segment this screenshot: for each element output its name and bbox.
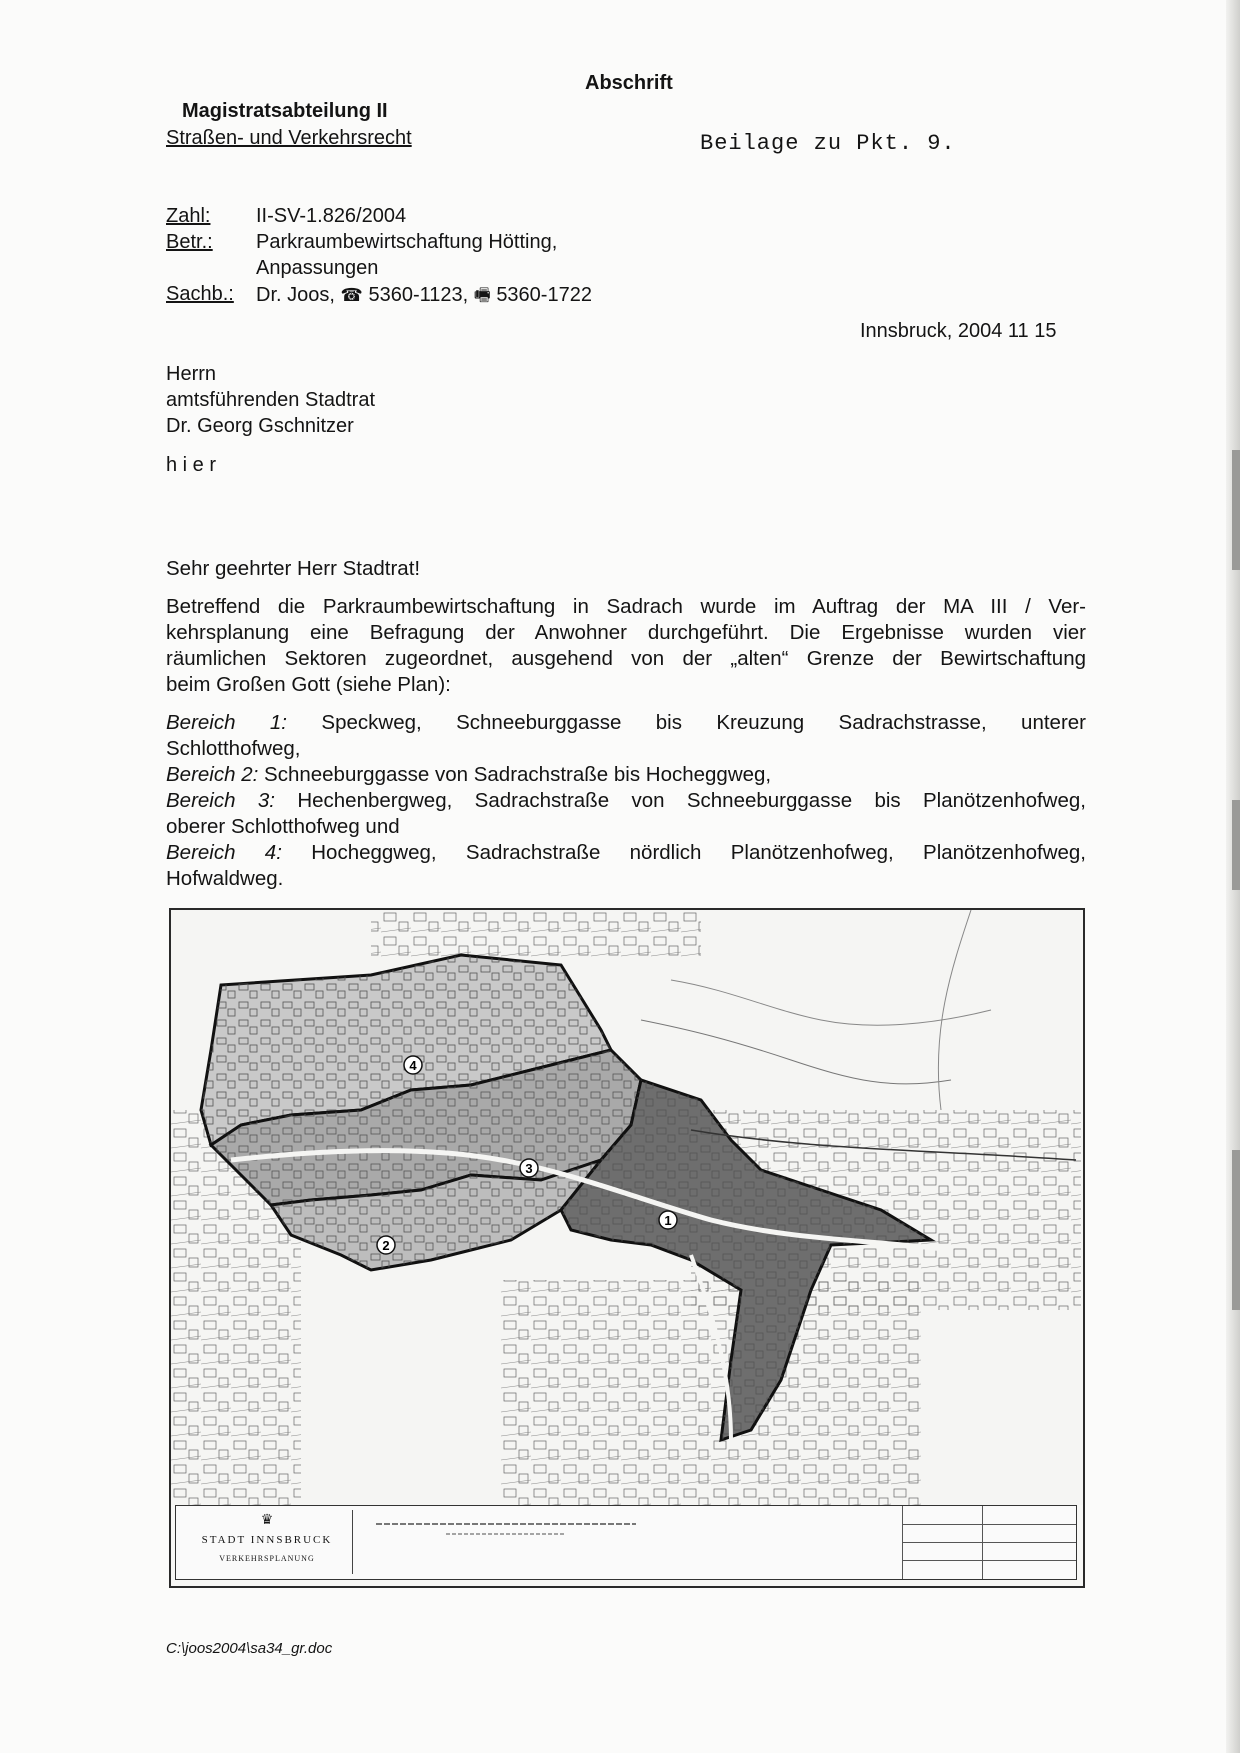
- document-title: Abschrift: [585, 72, 673, 94]
- scan-band: [1232, 1150, 1240, 1310]
- legend-small-print: [356, 1514, 656, 1554]
- bereich-1-label: Bereich 1:: [166, 711, 288, 734]
- subdepartment-name: Straßen- und Verkehrsrecht: [166, 127, 412, 149]
- bereich-4: [166, 840, 1086, 866]
- telephone-icon: ☎: [340, 285, 363, 305]
- bereich-1-text: Speckweg, Schneeburggasse bis Kreuzung Sadrachstrasse, unterer: [321, 711, 1086, 734]
- zone-4-label: 4: [409, 1058, 417, 1073]
- enclosure-annotation: Beilage zu Pkt. 9.: [700, 131, 956, 156]
- city-crest-icon: ♛: [260, 1513, 274, 1528]
- file-path: C:\joos2004\sa34_gr.doc: [166, 1640, 333, 1657]
- scan-band: [1232, 800, 1240, 890]
- betr-value-line2: Anpassungen: [256, 257, 379, 279]
- bereich-list: [166, 710, 1086, 892]
- scan-band: [1232, 450, 1240, 570]
- bereich-3-label: Bereich 3:: [166, 789, 275, 812]
- bereich-3-text: Hechenbergweg, Sadrachstraße von Schneeburggasse bis Planötzenhofweg,: [297, 789, 1086, 812]
- bereich-2: [166, 762, 1086, 788]
- salutation: Sehr geehrter Herr Stadtrat!: [166, 557, 421, 580]
- address-line-3: Dr. Georg Gschnitzer: [166, 415, 354, 437]
- date-line: Innsbruck, 2004 11 15: [860, 320, 1057, 342]
- betr-value-line1: Parkraumbewirtschaftung Hötting,: [256, 231, 558, 253]
- legend-table: [902, 1506, 1076, 1579]
- zone-map-drawing: [171, 910, 1083, 1505]
- zone-1-label: 1: [664, 1213, 672, 1228]
- zahl-value: II-SV-1.826/2004: [256, 205, 407, 227]
- address-line-4: h i e r: [166, 454, 217, 476]
- map-background-north: [371, 910, 701, 960]
- address-line-2: amtsführenden Stadtrat: [166, 389, 376, 411]
- map-legend: [175, 1505, 1077, 1580]
- sachb-name: Dr. Joos,: [256, 284, 335, 306]
- bereich-1: [166, 710, 1086, 736]
- bereich-4-label: Bereich 4:: [166, 841, 282, 864]
- bereich-1-continued: Schlotthofweg,: [166, 737, 301, 760]
- betr-label: Betr.:: [166, 231, 213, 253]
- zone-map: [169, 908, 1085, 1588]
- department-name: Magistratsabteilung II: [182, 100, 388, 122]
- sachb-label: Sachb.:: [166, 283, 234, 305]
- sachb-contact: [256, 283, 592, 313]
- zone-3-label: 3: [525, 1161, 533, 1176]
- legend-city: STADT INNSBRUCK: [201, 1534, 333, 1546]
- bereich-2-text: Schneeburggasse von Sadrachstraße bis Hocheggweg,: [264, 763, 772, 786]
- bereich-3-continued: oberer Schlotthofweg und: [166, 815, 400, 838]
- address-line-1: Herrn: [166, 363, 217, 385]
- legend-department: VERKEHRSPLANUNG: [219, 1554, 315, 1563]
- intro-line: kehrsplanung eine Befragung der Anwohner durchgeführt. Die Ergebnisse wurden vier: [166, 621, 1086, 644]
- bereich-2-label: Bereich 2:: [166, 763, 259, 786]
- zahl-label: Zahl:: [166, 205, 211, 227]
- fax-number: 5360-1722: [496, 284, 592, 306]
- city-logo: [182, 1510, 353, 1574]
- intro-line: räumlichen Sektoren zugeordnet, ausgehend von der „alten“ Grenze der Bewirtschaftung: [166, 647, 1086, 670]
- phone-number: 5360-1123,: [368, 284, 469, 306]
- intro-paragraph: [166, 594, 1086, 698]
- bereich-4-text: Hocheggweg, Sadrachstraße nördlich Planötzenhofweg, Planötzenhofweg,: [311, 841, 1087, 864]
- bereich-4-continued: Hofwaldweg.: [166, 867, 284, 890]
- zone-2-label: 2: [382, 1238, 390, 1253]
- fax-icon: 🖷: [473, 285, 491, 305]
- bereich-3: [166, 788, 1086, 814]
- intro-line: beim Großen Gott (siehe Plan):: [166, 673, 451, 696]
- intro-line: Betreffend die Parkraumbewirtschaftung in Sadrach wurde im Auftrag der MA III / Ver-: [166, 595, 1086, 618]
